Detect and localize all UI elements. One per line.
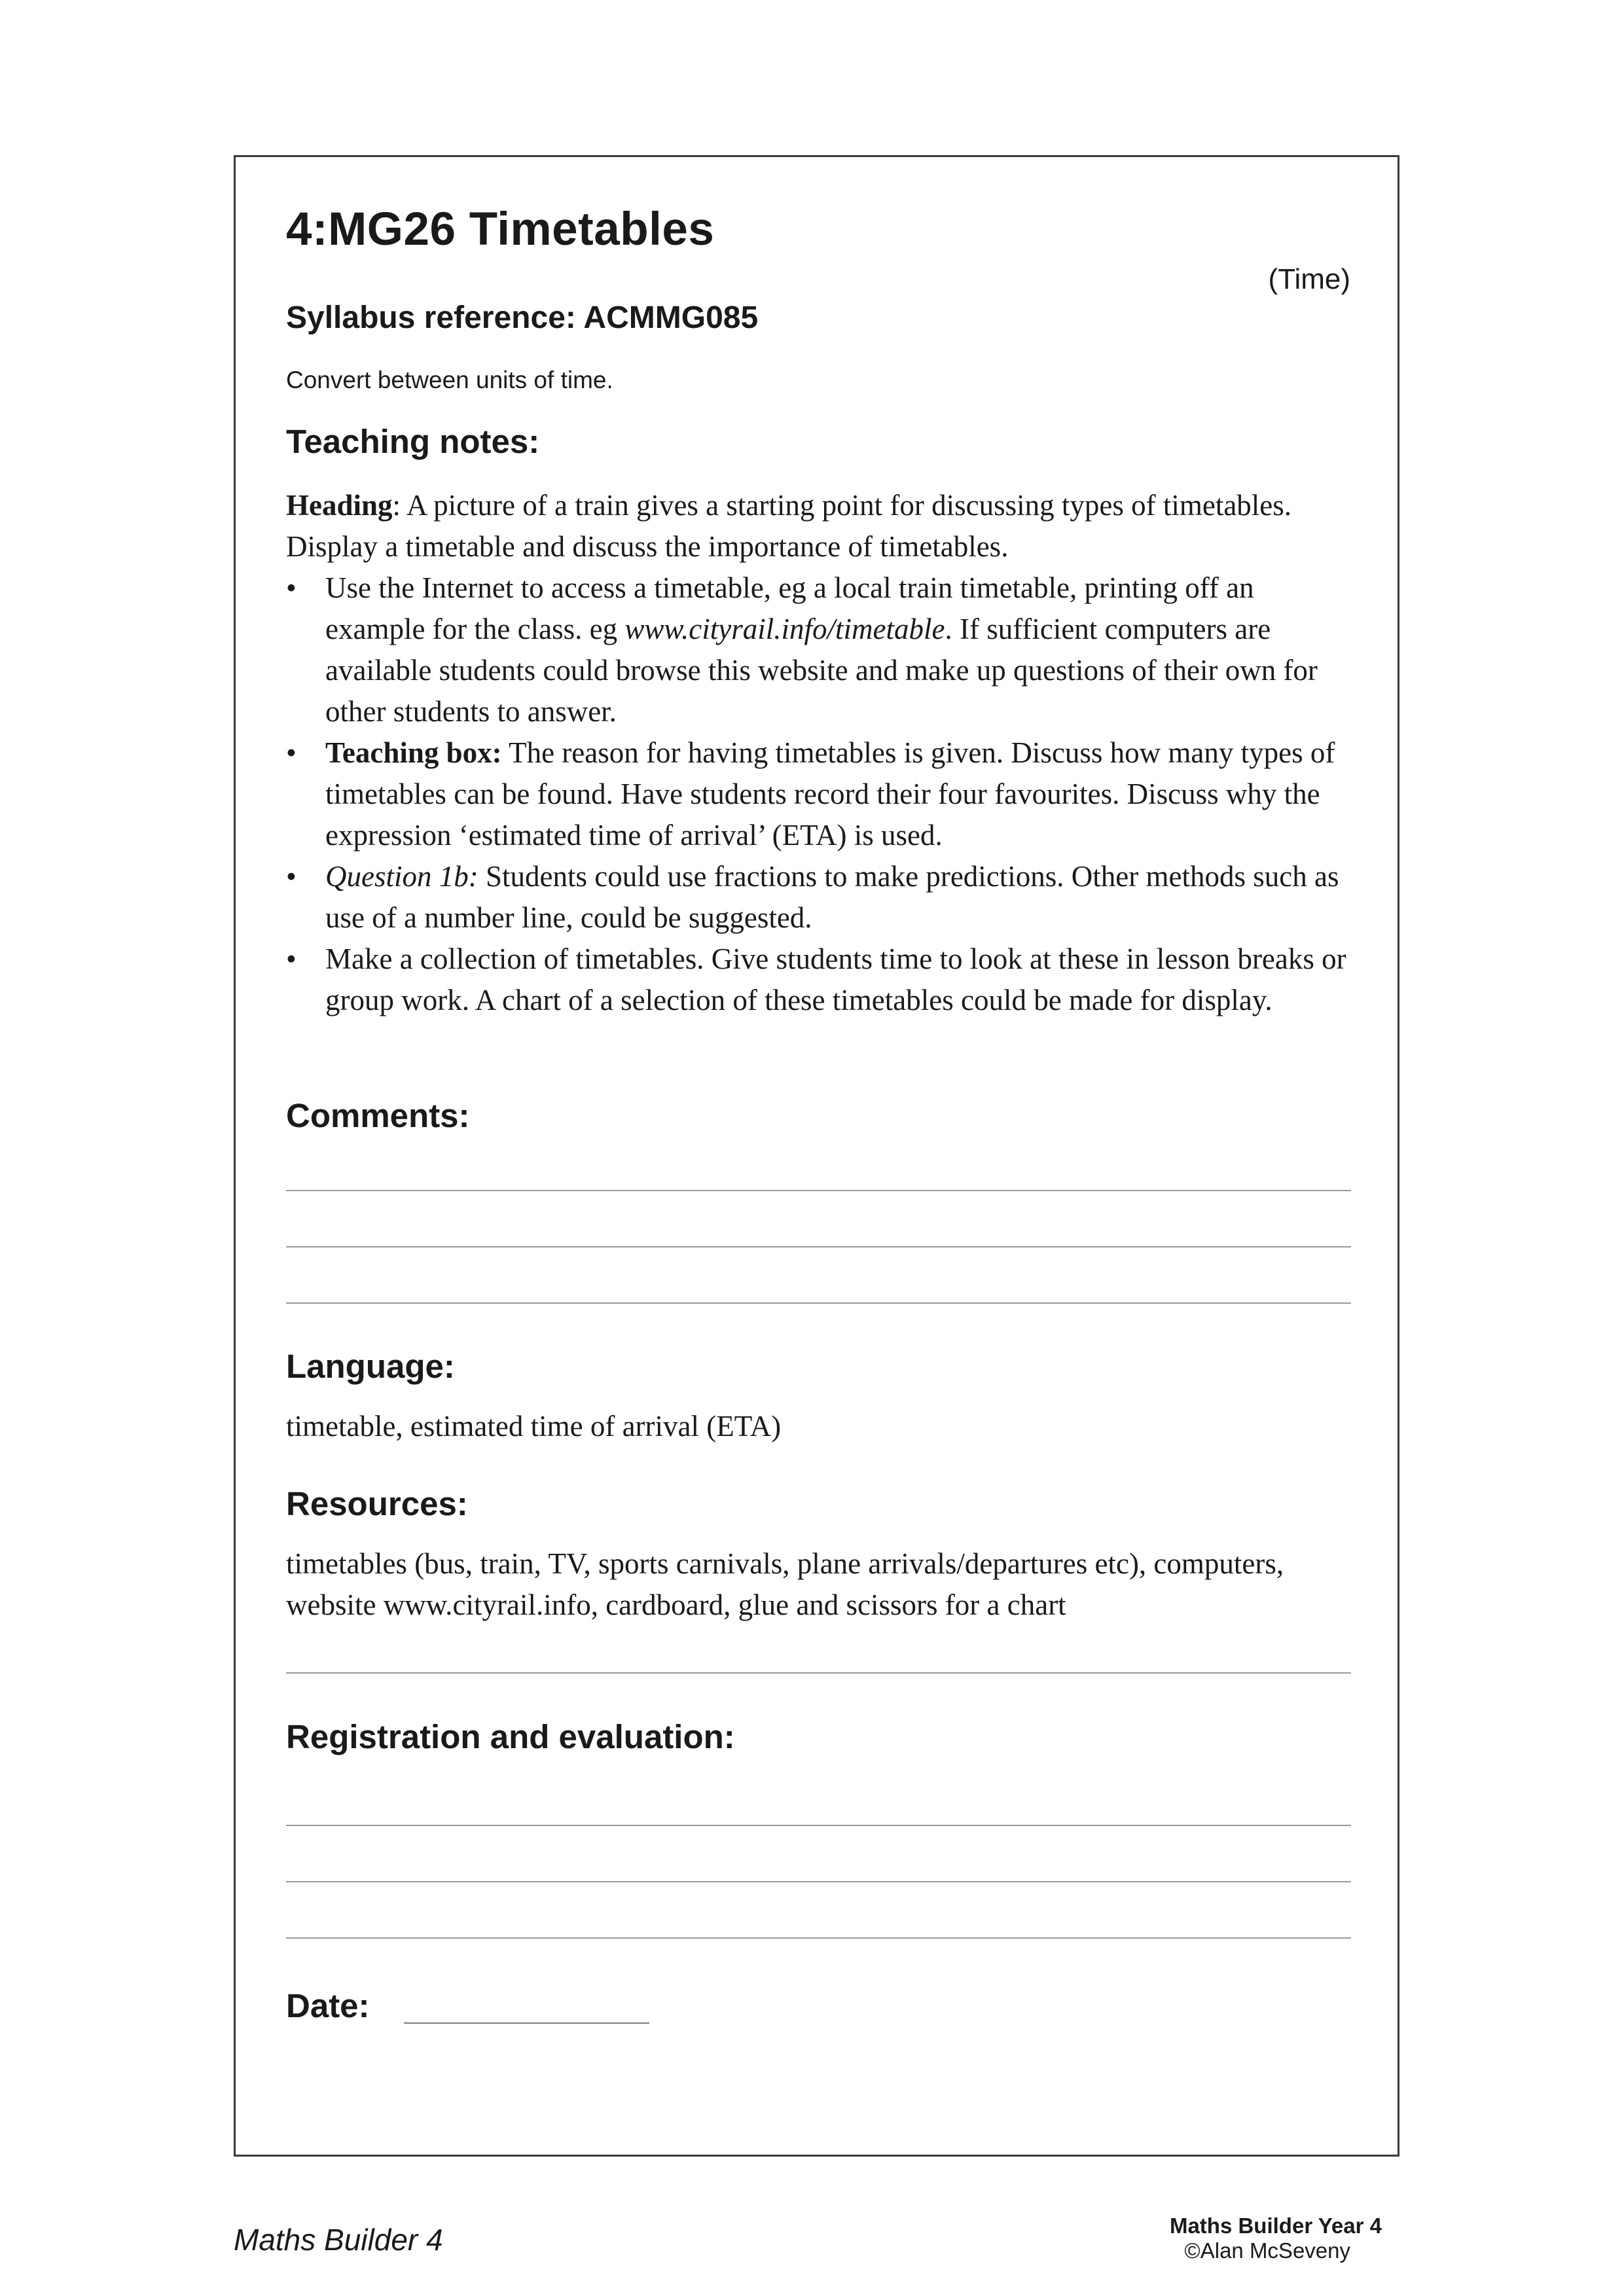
resources-heading: Resources: xyxy=(286,1485,468,1522)
language-heading: Language: xyxy=(286,1348,455,1385)
registration-line-1 xyxy=(286,1825,1351,1826)
bullet4-text: Make a collection of timetables. Give students time to look at these in lesson breaks or group work. A chart of a selection of these timetables could be made for display. xyxy=(325,942,1346,1016)
teaching-notes-heading: Teaching notes: xyxy=(286,423,540,460)
registration-line-2 xyxy=(286,1881,1351,1882)
strand-label: (Time) xyxy=(1268,263,1350,295)
comments-line-3 xyxy=(286,1302,1351,1304)
registration-heading: Registration and evaluation: xyxy=(286,1718,735,1755)
footer-series-title: Maths Builder Year 4 xyxy=(1169,2214,1382,2238)
bullet1-text-pre: Use the Internet to access a timetable, eg a local train timetable, printing off an example for the class. eg xyxy=(325,571,1254,645)
date-label: Date: xyxy=(286,1987,370,2024)
list-item xyxy=(286,939,1360,1021)
bullet3-text: Students could use fractions to make predictions. Other methods such as use of a number line, could be suggested. xyxy=(325,860,1339,934)
footer-book-name: Maths Builder 4 xyxy=(234,2223,443,2257)
language-text: timetable, estimated time of arrival (ETA) xyxy=(286,1410,782,1443)
comments-heading: Comments: xyxy=(286,1097,470,1134)
teaching-notes-intro xyxy=(286,485,1360,567)
page-title: 4:MG26 Timetables xyxy=(286,204,715,255)
footer-copyright: ©Alan McSeveny xyxy=(1184,2238,1350,2263)
bullet1-text-post: . If sufficient computers are available students could browse this website and make up questions of their own for other students to answer. xyxy=(325,613,1318,728)
bullet2-text: The reason for having timetables is given. Discuss how many types of timetables can be found. Have students record their four favourites. Discuss why the expression ‘estimated time of arrival’ (ETA) is used. xyxy=(325,736,1335,852)
intro-text: : A picture of a train gives a starting point for discussing types of timetables. Display a timetable and discuss the importance of timetables. xyxy=(286,489,1292,563)
resources-line xyxy=(286,1672,1351,1674)
syllabus-reference: Syllabus reference: ACMMG085 xyxy=(286,300,759,335)
comments-line-1 xyxy=(286,1190,1351,1191)
list-item xyxy=(286,856,1360,939)
list-item xyxy=(286,732,1360,856)
bullet1-link: www.cityrail.info/timetable xyxy=(624,613,945,645)
comments-line-2 xyxy=(286,1246,1351,1247)
registration-line-3 xyxy=(286,1937,1351,1939)
list-item xyxy=(286,567,1360,732)
teaching-notes-list xyxy=(286,567,1360,1021)
intro-label: Heading xyxy=(286,489,393,522)
teaching-notes-body xyxy=(286,485,1360,1021)
resources-text: timetables (bus, train, TV, sports carnivals, plane arrivals/departures etc), computers, website www.cityrail.info, cardboard, glue and scissors for a chart xyxy=(286,1547,1284,1621)
date-line xyxy=(404,2022,649,2024)
bullet3-label: Question 1b: xyxy=(325,860,478,893)
bullet2-label: Teaching box: xyxy=(325,736,502,769)
outcome-text: Convert between units of time. xyxy=(286,367,613,393)
